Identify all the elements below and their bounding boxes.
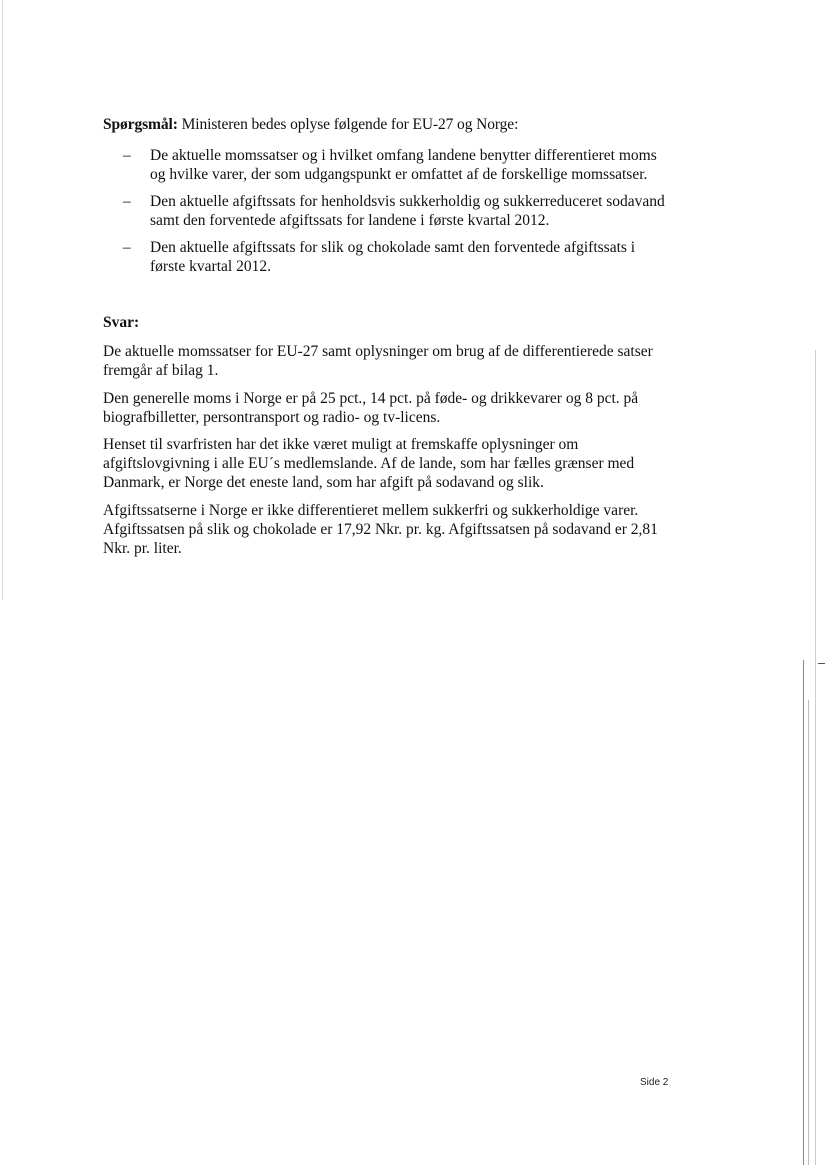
bullet-item (123, 146, 668, 184)
bullet-dash: – (123, 147, 131, 164)
answer-paragraph: De aktuelle momssatser for EU-27 samt oplysninger om brug af de differentierede satser fremgår af bilag 1. (103, 343, 653, 379)
scan-edge-line (2, 0, 3, 600)
question-paragraph (103, 115, 678, 135)
answer-paragraph: Henset til svarfristen har det ikke været muligt at fremskaffe oplysninger om afgiftslovgivning i alle EU´s medlemslande. Af de lande, som har fælles grænser med Danmark, er Norge det eneste land, som har afgift på sodavand og slik. (103, 436, 635, 491)
bullet-text: Den aktuelle afgiftssats for henholdsvis sukkerholdig og sukkerreduceret sodavand samt den forventede afgiftssats for landene i første kvartal 2012. (150, 193, 665, 229)
question-bullet-list (123, 146, 668, 284)
bullet-dash: – (123, 193, 131, 210)
answer-heading: Svar: (103, 314, 140, 331)
bullet-text: Den aktuelle afgiftssats for slik og chokolade samt den forventede afgiftssats i første kvartal 2012. (150, 239, 636, 275)
question-text: Ministeren bedes oplyse følgende for EU-27 og Norge: (177, 116, 519, 133)
scan-edge-line (808, 700, 809, 1165)
scan-edge-tick (818, 663, 825, 664)
bullet-item (123, 192, 668, 230)
bullet-item (123, 238, 668, 276)
answer-paragraph: Afgiftssatserne i Norge er ikke differentieret mellem sukkerfri og sukkerholdige varer. Afgiftssatsen på slik og chokolade er 17,92 Nkr. pr. kg. Afgiftssatsen på sodavand er 2,81 Nkr. pr. liter. (103, 502, 658, 557)
bullet-dash: – (123, 239, 131, 256)
bullet-text: De aktuelle momssatser og i hvilket omfang landene benytter differentieret moms og hvilke varer, der som udgangspunkt er omfattet af de forskellige momssatser. (150, 147, 657, 183)
question-label: Spørgsmål: (103, 116, 178, 133)
scan-edge-line (815, 350, 816, 1165)
answer-paragraph: Den generelle moms i Norge er på 25 pct., 14 pct. på føde- og drikkevarer og 8 pct. på biografbilletter, persontransport og radio- og tv-licens. (103, 390, 639, 426)
page-number: Side 2 (640, 1077, 669, 1088)
scan-edge-line (803, 660, 804, 1165)
